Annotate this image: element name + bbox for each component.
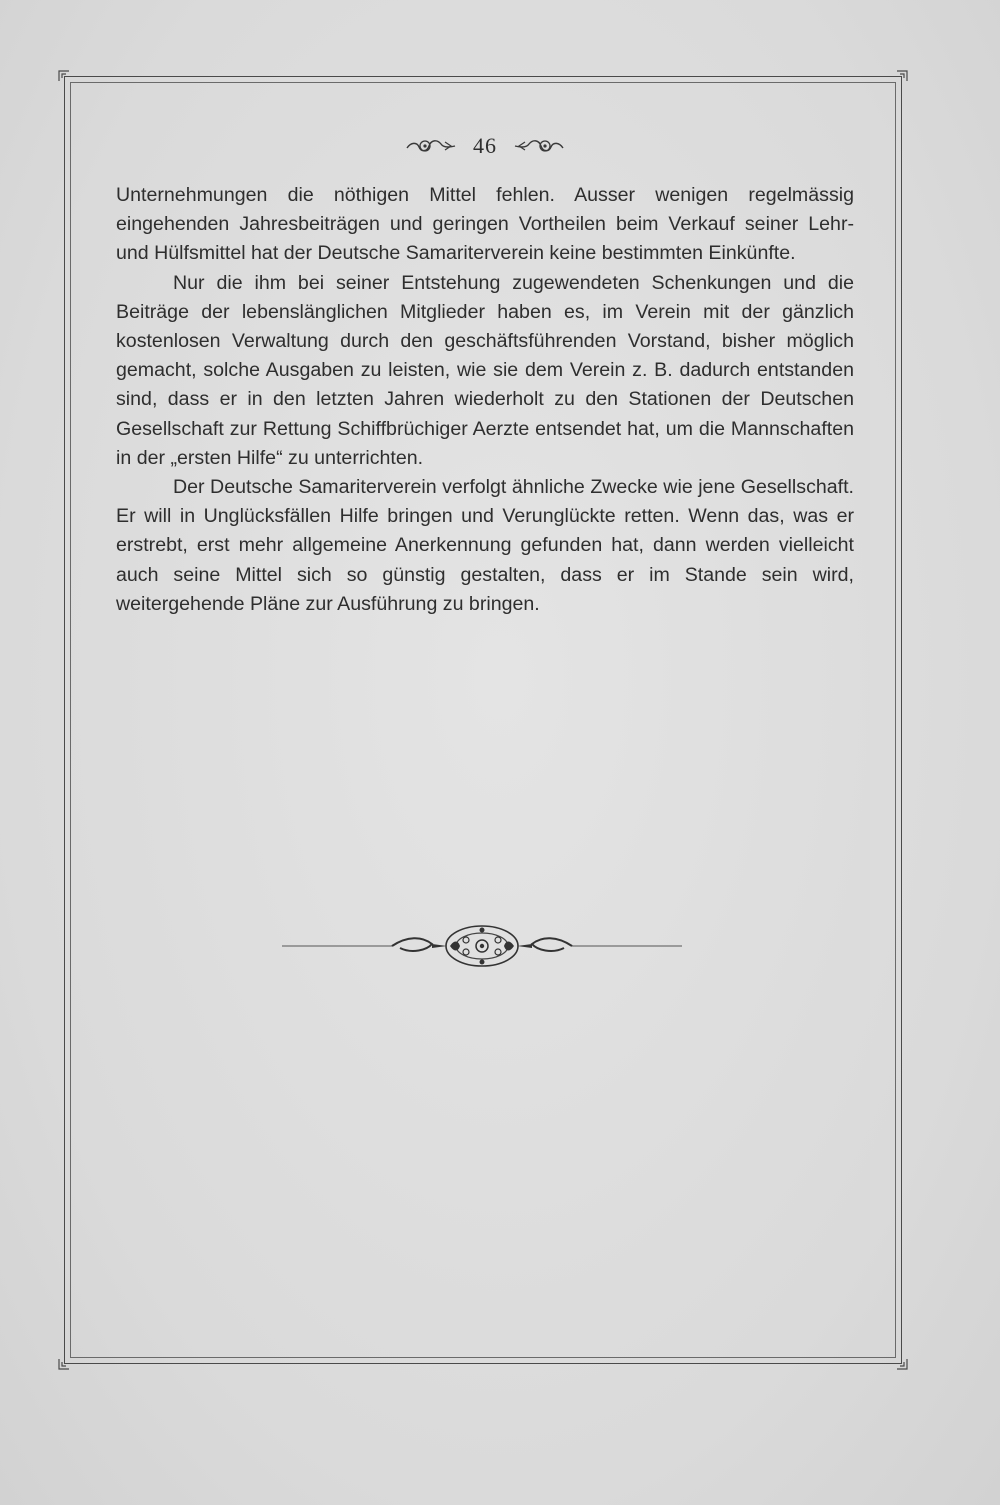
right-flourish-icon <box>513 134 565 158</box>
corner-ornament-top-right <box>896 70 908 82</box>
left-flourish-icon <box>405 134 457 158</box>
page-number: 46 <box>473 133 497 158</box>
paragraph-2: Nur die ihm bei seiner Entstehung zugewendeten Schenkungen und die Beiträge der lebenslänglichen Mitglieder haben es, im Verein mit der gänzlich kostenlosen Verwaltung durch den geschäftsführenden Vorstand, bisher möglich gemacht, solche Ausgaben zu leisten, wie sie dem Verein z. B. dadurch entstanden sind, dass er in den letzten Jahren wiederholt zu den Stationen der Deutschen Gesellschaft zur Rettung Schiffbrüchiger Aerzte entsendet hat, um die Mannschaften in der „ersten Hilfe“ zu unterrichten. <box>116 271 854 469</box>
corner-ornament-top-left <box>58 70 70 82</box>
paragraph-3: Der Deutsche Samariterverein verfolgt ähnliche Zwecke wie jene Gesellschaft. Er will in Unglücksfällen Hilfe bringen und Verunglückte retten. Wenn das, was er erstrebt, erst mehr allgemeine Anerkennung gefunden hat, dann werden vielleicht auch seine Mittel sich so günstig gestalten, dass er im Stande sein wird, weitergehende Pläne zur Ausführung zu bringen. <box>116 476 854 615</box>
paragraph-1: Unternehmungen die nöthigen Mittel fehlen. Ausser wenigen regelmässig eingehenden Jahresbeiträgen und geringen Vortheilen beim Verkauf seiner Lehr- und Hülfsmittel hat der Deutsche Samariterverein keine bestimmten Einkünfte. <box>116 184 854 265</box>
corner-ornament-bottom-right <box>896 1358 908 1370</box>
corner-ornament-bottom-left <box>58 1358 70 1370</box>
body-text <box>116 181 854 619</box>
page-header <box>380 126 590 166</box>
tailpiece-ornament-icon <box>282 920 682 972</box>
